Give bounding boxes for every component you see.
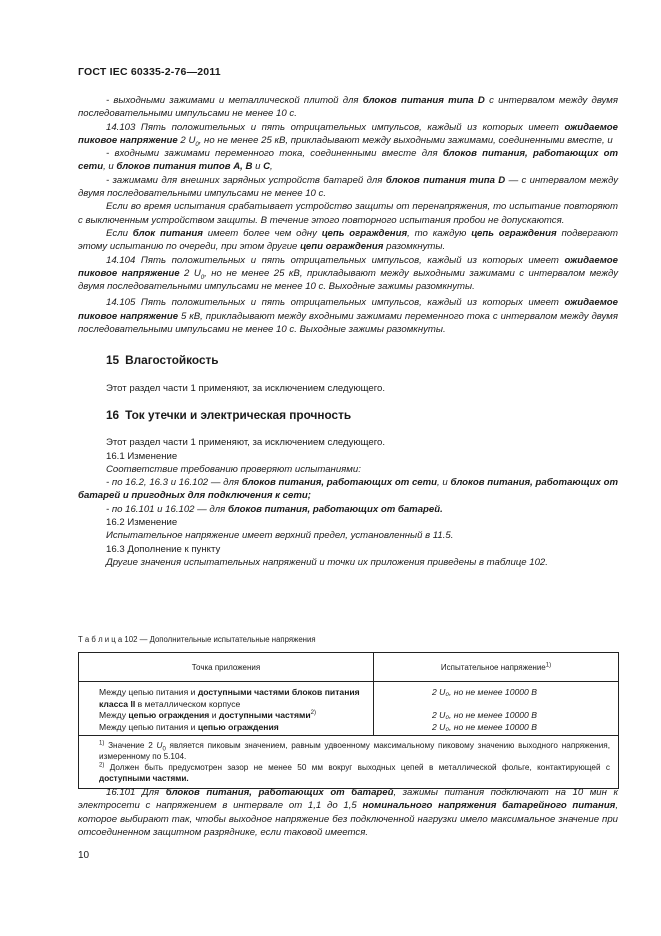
paragraph-input-terminals: - входными зажимами переменного тока, соединенными вместе для блоков питания, работающих от сети, и блоков питания типов A, B и C, <box>78 148 618 173</box>
table-cell-voltage: 2 U₀, но не менее 10000 В <box>432 710 537 720</box>
table-102 <box>78 652 619 789</box>
paragraph-guard-circuits: Если блок питания имеет более чем одну цепь ограждения, то каждую цепь ограждения подвергают этому испытанию по очереди, при этом другие цепи ограждения разомкнуты. <box>78 227 619 253</box>
section-15-heading: 15 Влагостойкость <box>106 353 219 368</box>
table-row: Между цепью ограждения и доступными частями$^{2)}$ <box>99 710 316 720</box>
paragraph-charger-terminals: - зажимами для внешних зарядных устройств батарей для блоков питания типа D — с интервалом между двумя последовательными импульсами не менее 10 с. <box>78 174 619 200</box>
table-footnotes <box>79 736 619 789</box>
table-cell-voltage: 2 U₀, но не менее 10000 В <box>432 721 537 732</box>
document-header: ГОСТ IEC 60335-2-76—2011 <box>78 66 221 78</box>
item-tests-mains: - по 16.2, 16.3 и 16.102 — для блоков питания, работающих от сети, и блоков питания, работающих от батарей и пригодных для подключения к сети; <box>78 477 618 502</box>
item-16-1: 16.1 Изменение <box>106 450 178 462</box>
item-tests-battery: - по 16.101 и 16.102 — для блоков питания, работающих от батарей. <box>106 503 443 515</box>
main-content <box>78 94 618 569</box>
item-other-values: Другие значения испытательных напряжений и точки их приложения приведены в таблице 102. <box>106 556 548 568</box>
item-compliance: Соответствие требованию проверяют испытаниями: <box>106 463 361 475</box>
paragraph-14-105: 14.105 Пять положительных и пять отрицательных импульсов, каждый из которых имеет ожидаемое пиковое напряжение 5 кВ, прикладывают между входными зажимами переменного тока с интервалом между двумя последовательными импульсами не менее 10 с. Выходные зажимы разомкнуты. <box>78 297 618 336</box>
item-test-voltage: Испытательное напряжение имеет верхний предел, установленный в 11.5. <box>106 530 454 542</box>
section-16-text: Этот раздел части 1 применяют, за исключением следующего. <box>106 437 386 449</box>
table-header-voltage: Испытательное напряжение$^{1)}$ <box>374 653 619 682</box>
section-16-heading: 16 Ток утечки и электрическая прочность <box>106 407 352 422</box>
paragraph-14-103: 14.103 Пять положительных и пять отрицательных импульсов, каждый из которых имеет ожидаемое пиковое напряжение 2 $U_0$, но не менее 25 кВ, прикладывают между выходными зажимами, соединенными вместе, и <box>78 121 618 148</box>
item-16-2: 16.2 Изменение <box>106 517 178 529</box>
footnote-1: $^{1)}$ Значение 2 $U_0$ является пиковым значением, равным удвоенному максимальному пиковому значению выходного напряжения, измеренному по 5.104. <box>99 740 610 761</box>
table-cell-voltage: 2 U₀, но не менее 10000 В <box>432 687 537 697</box>
page-number: 10 <box>78 850 90 861</box>
section-15-text: Этот раздел части 1 применяют, за исключением следующего. <box>106 382 386 394</box>
paragraph-16-101: 16.101 Для блоков питания, работающих от батарей, зажимы питания подключают на 10 мин к электросети с напряжением в интервале от 1,1 до 1,5 номинального напряжения батарейного питания, которое выбирают так, чтобы выходное напряжение без подключенной нагрузки имело максимальное значение при отсоединенном защитном разряднике, если таковой имеется. <box>78 787 618 838</box>
table-col-points <box>79 682 374 736</box>
paragraph-14-104: 14.104 Пять положительных и пять отрицательных импульсов, каждый из которых имеет ожидаемое пиковое напряжение 2 $U_0$, но не менее 25 кВ, прикладывают между выходными зажимами с интервалом между двумя последовательными импульсами не менее 10 с. Выходные зажимы разомкнуты. <box>78 254 618 293</box>
table-caption: Т а б л и ц а 102 — Дополнительные испытательные напряжения <box>78 635 316 644</box>
item-16-3: 16.3 Дополнение к пункту <box>106 543 221 555</box>
footnote-2: $^{2)}$ Должен быть предусмотрен зазор не менее 50 мм вокруг выходных цепей в металлической фольге, контактирующей с доступными частями. <box>99 762 610 783</box>
table-col-voltages <box>374 682 619 736</box>
paragraph-overvoltage: Если во время испытания срабатывает устройство защиты от перенапряжения, то испытание повторяют с выключенным устройством защиты. В течение этого повторного испытания пробои не допускаются. <box>78 201 618 226</box>
table-row: Между цепью питания и цепью ограждения <box>99 721 279 732</box>
table-row: Между цепью питания и доступными частями блоков питания класса II в металлическом корпусе <box>99 687 360 709</box>
table-header-point: Точка приложения <box>79 653 374 682</box>
paragraph-output-terminals: - выходными зажимами и металлической плитой для блоков питания типа D с интервалом между двумя последовательными импульсами не менее 10 с. <box>78 95 619 120</box>
